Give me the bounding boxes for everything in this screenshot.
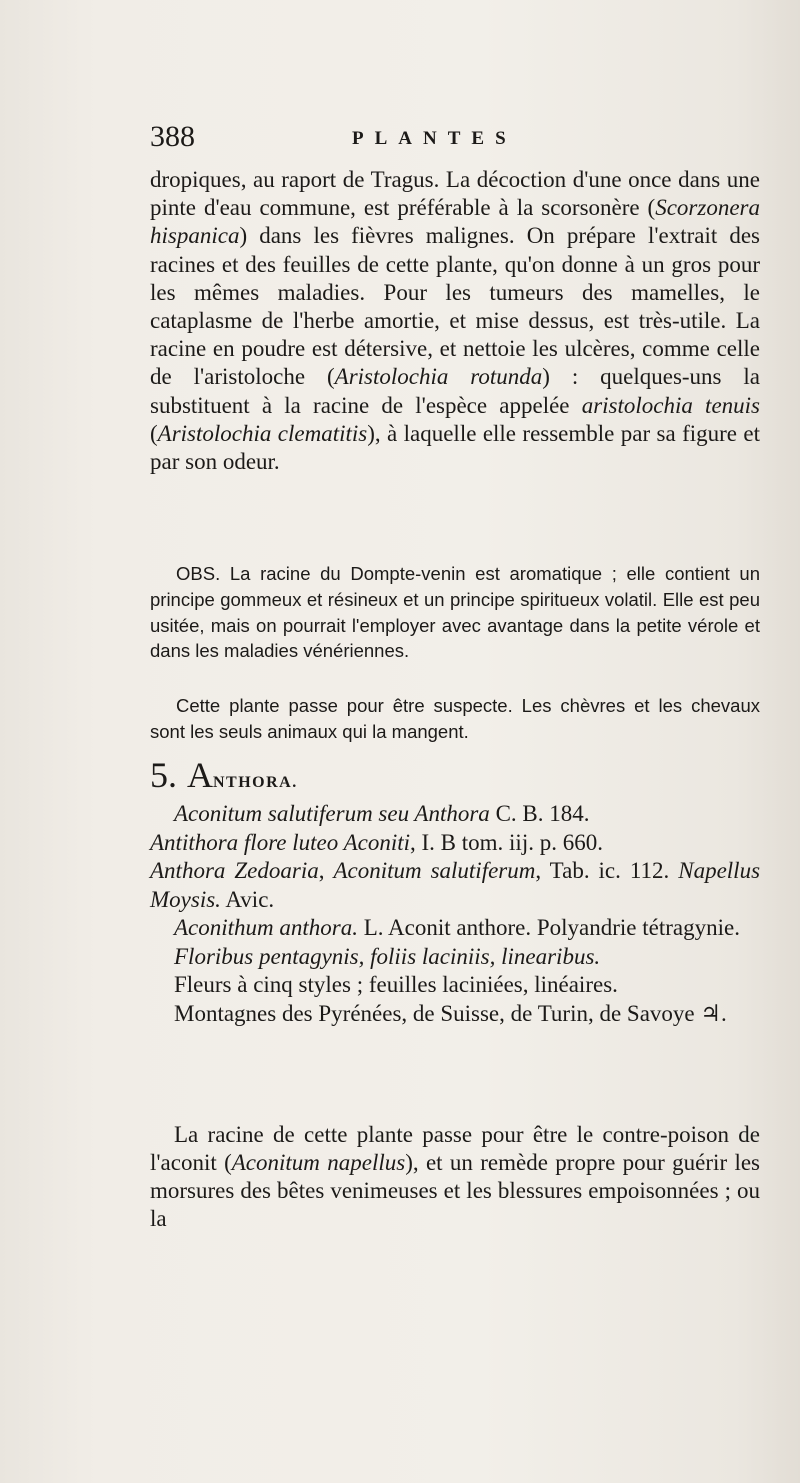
text-run: ), à laquelle elle ressemble par sa figure et par son odeur.: [150, 420, 760, 475]
synonym-line: [150, 829, 760, 858]
observation-paragraph-2: Cette plante passe pour être suspecte. Les chèvres et les chevaux sont les seuls animaux qui la mangent.: [150, 695, 760, 742]
latin-name: Aconithum anthora.: [174, 915, 358, 940]
latin-name: Aristolochia rotunda: [334, 364, 543, 390]
citation: C. B. 184.: [489, 801, 590, 826]
citation: Avic.: [220, 886, 275, 912]
latin-name: aristolochia tenuis: [581, 392, 760, 418]
main-paragraph: [150, 166, 760, 476]
french-description: Fleurs à cinq styles ; feuilles laciniées, linéaires.: [174, 972, 618, 997]
observation-paragraph: OBS. La racine du Dompte-venin est aromatique ; elle contient un principe gommeux et résineux et un principe spiritueux volatil. Elle est peu usitée, mais on pourrait l'employer avec avantage dans la petite vérole et dans les maladies vénériennes.: [150, 563, 760, 662]
final-paragraph: [150, 1121, 760, 1233]
text-run: ), et un remède propre pour guérir les morsures des bêtes venimeuses et les blessures empoisonnées ; ou la: [150, 1150, 761, 1231]
linnaean-line: [150, 914, 760, 943]
habitat-line: Montagnes des Pyrénées, de Suisse, de Turin, de Savoye ♃.: [174, 1000, 727, 1026]
text-run: ) : quelques-uns la substituent à la racine de l'espèce appelée: [150, 364, 761, 418]
page-header: [150, 120, 760, 160]
synonym-line: [150, 800, 760, 829]
text-run: ,: [318, 858, 334, 883]
latin-description: Floribus pentagynis, foliis laciniis, linearibus.: [174, 943, 601, 969]
entry-heading: [150, 754, 760, 798]
latin-name: Aconitum napellus: [231, 1150, 406, 1175]
synonym-line: [150, 857, 760, 914]
latin-name: Napellus Moysis.: [150, 858, 761, 912]
page-number: 388: [150, 120, 195, 153]
latin-name: Aristolochia clematitis: [157, 420, 368, 446]
entry-initial: A: [187, 755, 213, 795]
paragraph-text: [150, 166, 760, 476]
running-head: PLANTES: [352, 128, 517, 149]
text-run: (: [150, 420, 158, 446]
entry-number: 5.: [150, 755, 177, 795]
latin-name: Scorzonera hispanica: [150, 195, 760, 249]
text-run: La racine de cette plante passe pour être le contre-poison de l'aconit (: [150, 1122, 760, 1175]
classification: L. Aconit anthore. Polyandrie tétragynie.: [358, 915, 740, 940]
citation: , Tab. ic. 112.: [535, 858, 679, 883]
text-run: dropiques, au raport de Tragus. La décoction d'une once dans une pinte d'eau commune, est préférable à la scorsonère (: [150, 167, 760, 221]
synonym-list: [150, 800, 760, 1028]
text-run: ) dans les fièvres malignes. On prépare l'extrait des racines et des feuilles de cette plante, qu'on donne à un gros pour les mêmes maladies. Pour les tumeurs des mamelles, le cataplasme de l'herbe amortie, et mise dessus, est très-utile. La racine en poudre est détersive, et nettoie les ulcères, comme celle de l'aristoloche (: [150, 223, 760, 390]
latin-name: Aconitum salutiferum seu Anthora: [174, 801, 490, 826]
citation: , I. B tom. iij. p. 660.: [410, 829, 603, 855]
latin-name: Aconitum salutiferum: [333, 858, 536, 883]
latin-name: Antithora flore luteo Aconiti: [150, 829, 411, 855]
latin-name: Anthora Zedoaria: [150, 858, 319, 883]
entry-title: NTHORA.: [213, 774, 298, 791]
